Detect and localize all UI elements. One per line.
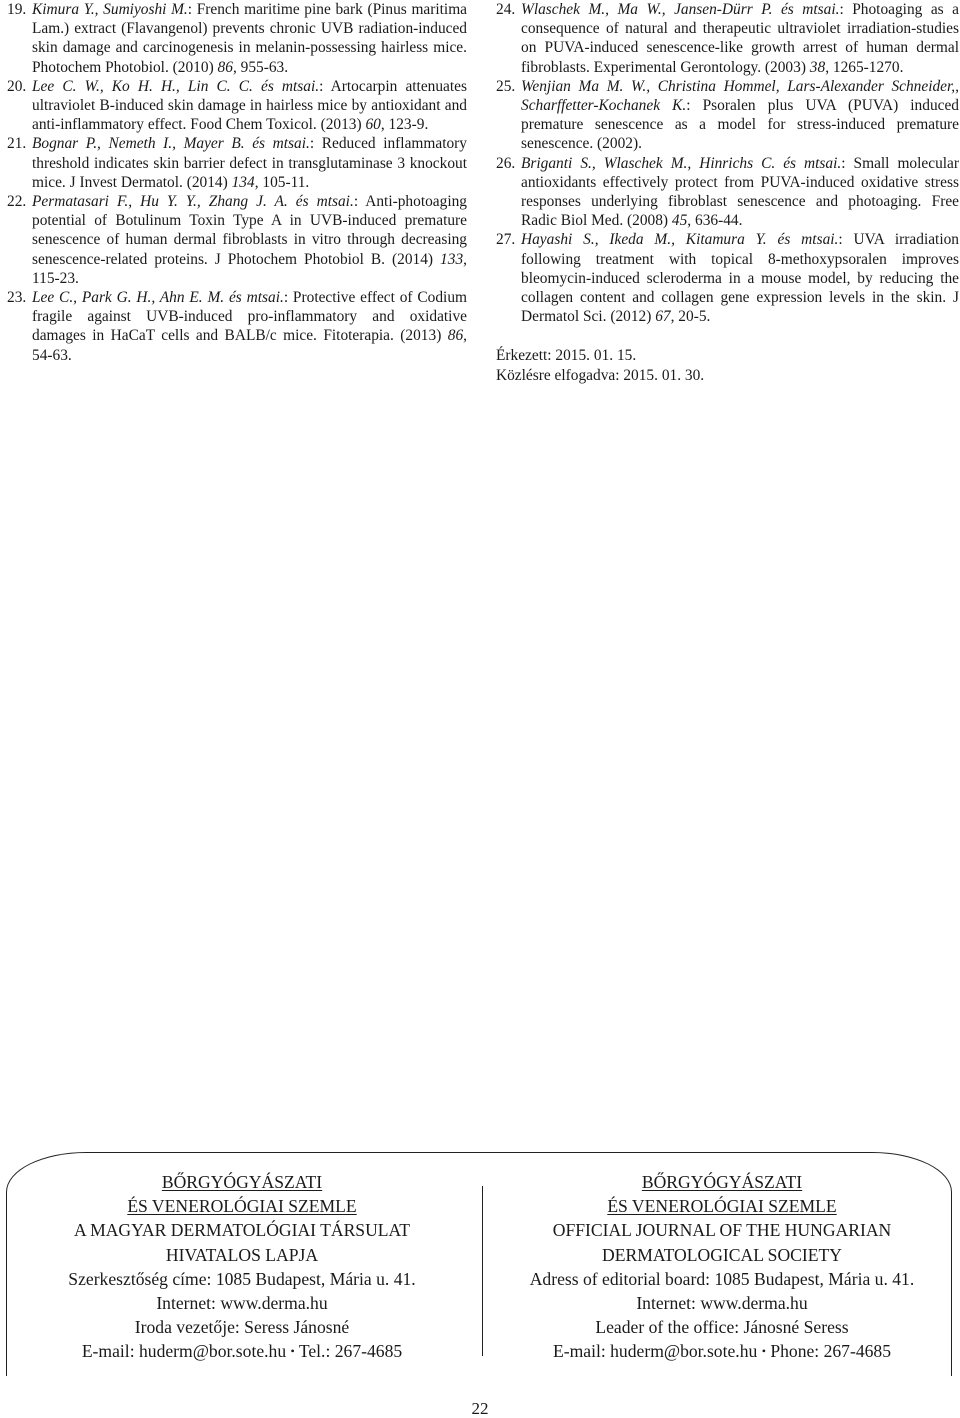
reference-column-right [496,0,959,385]
accepted-date: Közlésre elfogadva: 2015. 01. 30. [496,366,705,384]
office-leader: Leader of the office: Jánosné Seress [595,1317,849,1338]
contact-line [500,1339,944,1363]
reference-21: 21. Bognar P., Nemeth I., Mayer B. és mtsai.: Reduced inflammatory threshold indicates skin barrier defect in transglutaminase 3 knockout mice. J Invest Dermatol. (2014) 134, 105-11. [7,135,467,191]
email: E-mail: huderm@bor.sote.hu [552,1341,758,1362]
reference-24: 24. Wlaschek M., Ma W., Jansen-Dürr P. és mtsai.: Photoaging as a consequence of natural and therapeutic ultraviolet irradiation-studies on PUVA-induced senescence-like growth arrest of human dermal fibroblasts. Experimental Gerontology. (2003) 38, 1265-1270. [496,1,959,76]
bullet-separator: • [761,1344,766,1359]
reference-25: 25. Wenjian Ma M. W., Christina Hommel, Lars-Alexander Schneider,, Scharffetter-Kochanek K.: Psoralen plus UVA (PUVA) induced premature senescence as a model for stress-induced premature senescence. (2002). [496,77,960,153]
reference-20: 20. Lee C. W., Ko H. H., Lin C. C. és mtsai.: Artocarpin attenuates ultraviolet B-induced skin damage in hairless mice by antioxidant and anti-inflammatory effect. Food Chem Toxicol. (2013) 60, 123-9. [7,77,467,134]
contact-line [20,1339,464,1363]
reference-column-left [7,0,467,365]
editorial-address: Adress of editorial board: 1085 Budapest, Mária u. 41. [529,1268,915,1289]
reference-19: 19. Kimura Y., Sumiyoshi M.: French maritime pine bark (Pinus maritima Lam.) extract (Flavangenol) prevents chronic UVB radiation-induced skin damage and carcinogenesis in melanin-possessing hairless mice. Photochem Photobiol. (2010) 86, 955-63. [7,1,468,76]
reference-23: 23. Lee C., Park G. H., Ahn E. M. és mtsai.: Protective effect of Codium fragile against UVB-induced pro-inflammatory and oxidative damages in HaCaT cells and BALB/c mice. Fitoterapia. (2013) 86, 54-63. [7,289,467,364]
page-number: 22 [471,1399,489,1418]
phone: Tel.: 267-4685 [298,1341,403,1362]
society-line1: OFFICIAL JOURNAL OF THE HUNGARIAN [552,1220,892,1241]
society-line1: A MAGYAR DERMATOLÓGIAI TÁRSULAT [73,1220,411,1241]
journal-info-english [500,1170,944,1364]
received-date: Érkezett: 2015. 01. 15. [496,347,637,365]
society-line2: DERMATOLOGICAL SOCIETY [602,1244,842,1265]
box-divider [482,1186,483,1356]
journal-title-line2: ÉS VENEROLÓGIAI SZEMLE [127,1196,357,1217]
bullet-separator: • [290,1344,295,1359]
email: E-mail: huderm@bor.sote.hu [81,1341,287,1362]
society-line2: HIVATALOS LAPJA [165,1244,319,1265]
phone: Phone: 267-4685 [770,1341,892,1362]
journal-title-line2: ÉS VENEROLÓGIAI SZEMLE [607,1196,837,1217]
journal-title-line1: BŐRGYÓGYÁSZATI [161,1172,323,1192]
internet-line: Internet: www.derma.hu [636,1293,808,1314]
editorial-address: Szerkesztőség címe: 1085 Budapest, Mária u. 41. [68,1268,416,1289]
reference-27: 27. Hayashi S., Ikeda M., Kitamura Y. és mtsai.: UVA irradiation following treatment with topical 8-methoxypsoralen improves bleomycin-induced scleroderma in a mouse model, by reducing the collagen content and collagen gene expression levels in the skin. J Dermatol Sci. (2012) 67, 20-5. [496,231,959,326]
submission-dates [496,346,959,384]
journal-title-line1: BŐRGYÓGYÁSZATI [641,1172,803,1192]
journal-info-hungarian [20,1170,464,1364]
reference-22: 22. Permatasari F., Hu Y. Y., Zhang J. A. és mtsai.: Anti-photoaging potential of Botulinum Toxin Type A in UVB-induced premature senescence of human dermal fibroblasts in vitro through decreasing senescence-related proteins. J Photochem Photobiol B. (2014) 133, 115-23. [7,193,467,287]
office-leader: Iroda vezetője: Seress Jánosné [134,1317,350,1338]
internet-line: Internet: www.derma.hu [156,1293,328,1314]
reference-26: 26. Briganti S., Wlaschek M., Hinrichs C. és mtsai.: Small molecular antioxidants effectively protect from PUVA-induced oxidative stress responses underlying fibroblast senescence and photoaging. Free Radic Biol Med. (2008) 45, 636-44. [496,154,959,230]
